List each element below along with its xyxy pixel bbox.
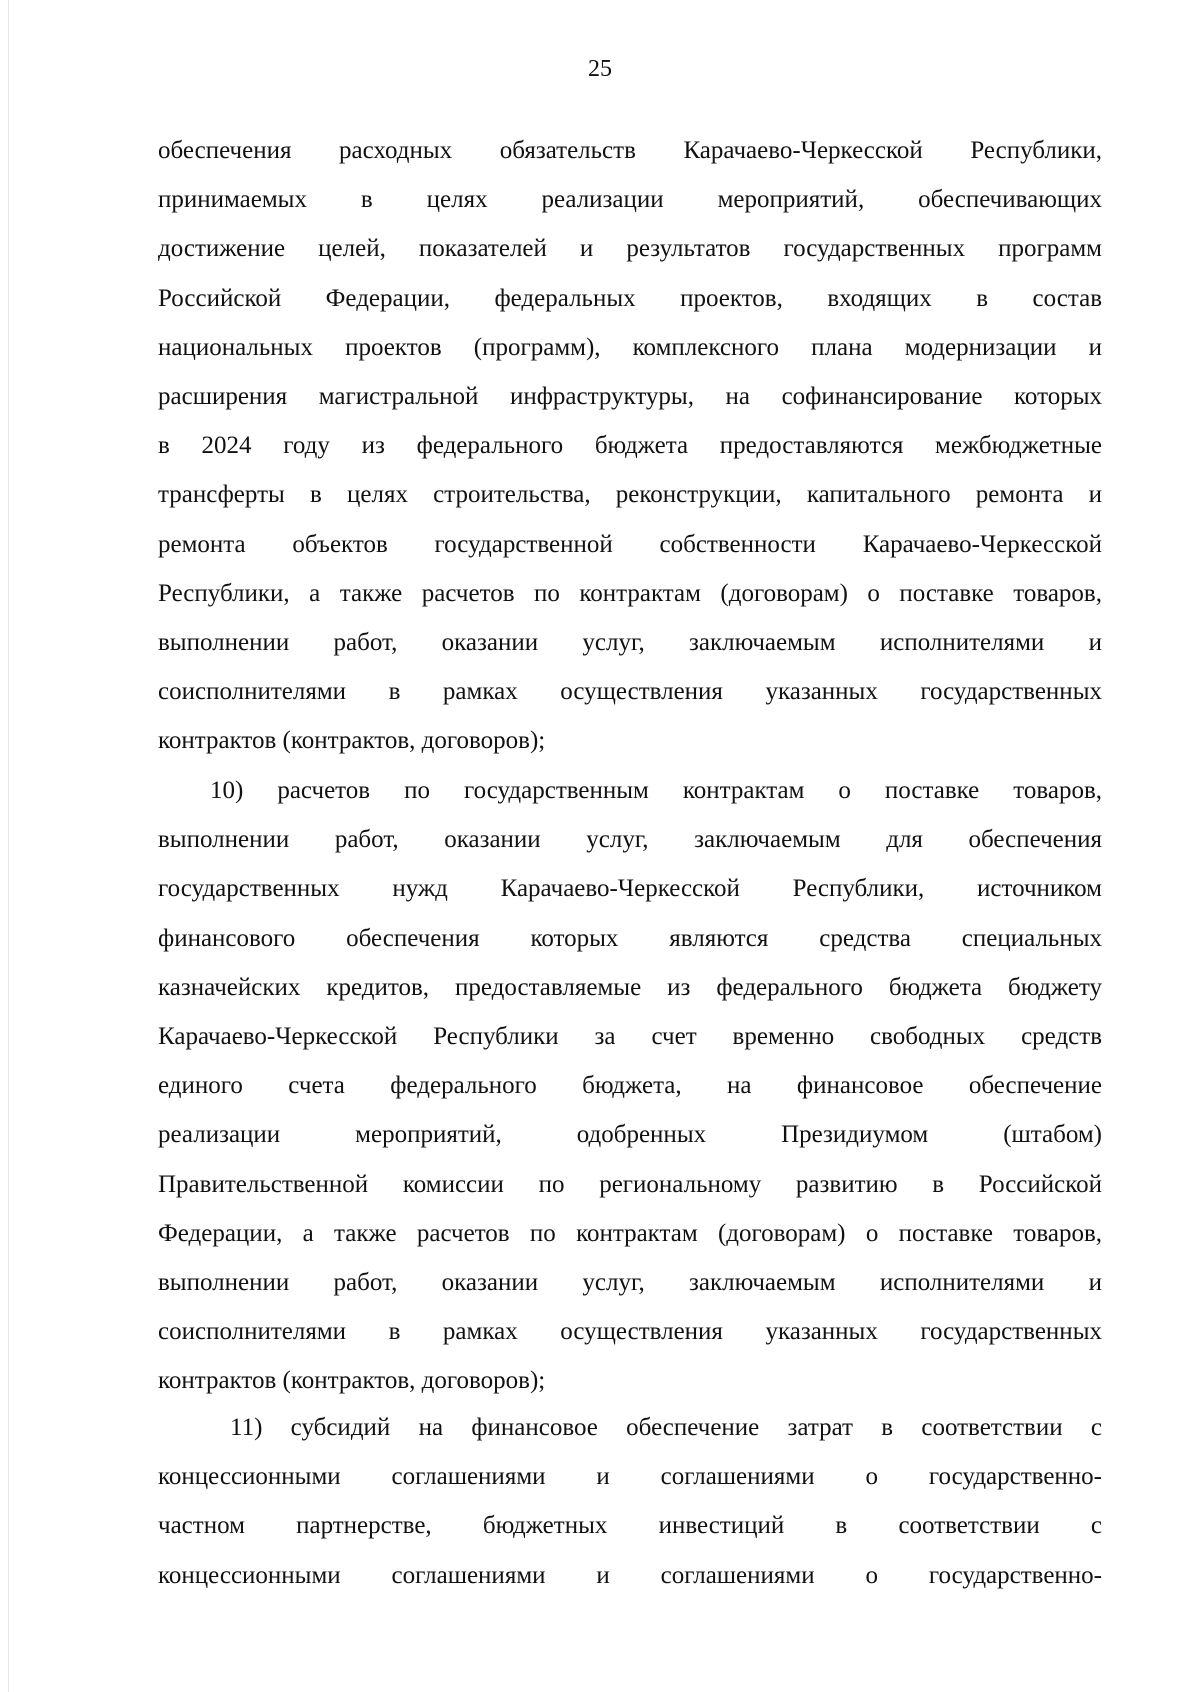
text-line: в 2024 году из федерального бюджета предоставляются межбюджетные: [158, 432, 1102, 460]
text-line: 10) расчетов по государственным контрактам о поставке товаров,: [210, 777, 1102, 804]
text-line: концессионными соглашениями и соглашениями о государственно-: [158, 1561, 1102, 1589]
scan-edge-line: [8, 0, 9, 1692]
text-line: контрактов (контрактов, договоров);: [158, 727, 546, 755]
page-number: 25: [588, 56, 612, 82]
text-line: выполнении работ, оказании услуг, заключаемым исполнителями и: [158, 628, 1102, 656]
text-line: частном партнерстве, бюджетных инвестиций в соответствии с: [158, 1512, 1102, 1540]
text-line: национальных проектов (программ), комплексного плана модернизации и: [158, 333, 1102, 361]
text-line: 11) субсидий на финансовое обеспечение затрат в соответствии с: [230, 1414, 1102, 1441]
text-line: финансового обеспечения которых являются средства специальных: [158, 924, 1102, 952]
text-line: выполнении работ, оказании услуг, заключаемым исполнителями и: [158, 1268, 1102, 1296]
text-line: достижение целей, показателей и результатов государственных программ: [158, 235, 1102, 263]
text-line: Карачаево-Черкесской Республики за счет временно свободных средств: [158, 1022, 1102, 1050]
text-line: соисполнителями в рамках осуществления указанных государственных: [158, 678, 1102, 706]
text-line: ремонта объектов государственной собственности Карачаево-Черкесской: [158, 530, 1102, 558]
paragraph-item-10: [158, 766, 1102, 1405]
text-line: обеспечения расходных обязательств Карачаево-Черкесской Республики,: [158, 137, 1102, 164]
text-line: государственных нужд Карачаево-Черкесской Республики, источником: [158, 875, 1102, 903]
text-line: Правительственной комиссии по региональному развитию в Российской: [158, 1170, 1102, 1198]
paragraph-continuation: [158, 126, 1102, 765]
text-line: соисполнителями в рамках осуществления указанных государственных: [158, 1318, 1102, 1346]
text-line: трансферты в целях строительства, реконструкции, капитального ремонта и: [158, 481, 1102, 509]
text-line: единого счета федерального бюджета, на финансовое обеспечение: [158, 1072, 1102, 1100]
text-line: принимаемых в целях реализации мероприятий, обеспечивающих: [158, 186, 1102, 214]
text-line: Федерации, а также расчетов по контрактам (договорам) о поставке товаров,: [158, 1219, 1102, 1247]
text-line: Республики, а также расчетов по контрактам (договорам) о поставке товаров,: [158, 579, 1102, 607]
text-line: выполнении работ, оказании услуг, заключаемым для обеспечения: [158, 826, 1102, 854]
text-line: расширения магистральной инфраструктуры, на софинансирование которых: [158, 382, 1102, 410]
text-line: концессионными соглашениями и соглашениями о государственно-: [158, 1463, 1102, 1491]
text-line: казначейских кредитов, предоставляемые из федерального бюджета бюджету: [158, 973, 1102, 1001]
text-line: реализации мероприятий, одобренных Президиумом (штабом): [158, 1121, 1102, 1149]
text-line: контрактов (контрактов, договоров);: [158, 1367, 546, 1395]
text-line: Российской Федерации, федеральных проектов, входящих в состав: [158, 284, 1102, 312]
paragraph-item-11: [158, 1403, 1102, 1600]
